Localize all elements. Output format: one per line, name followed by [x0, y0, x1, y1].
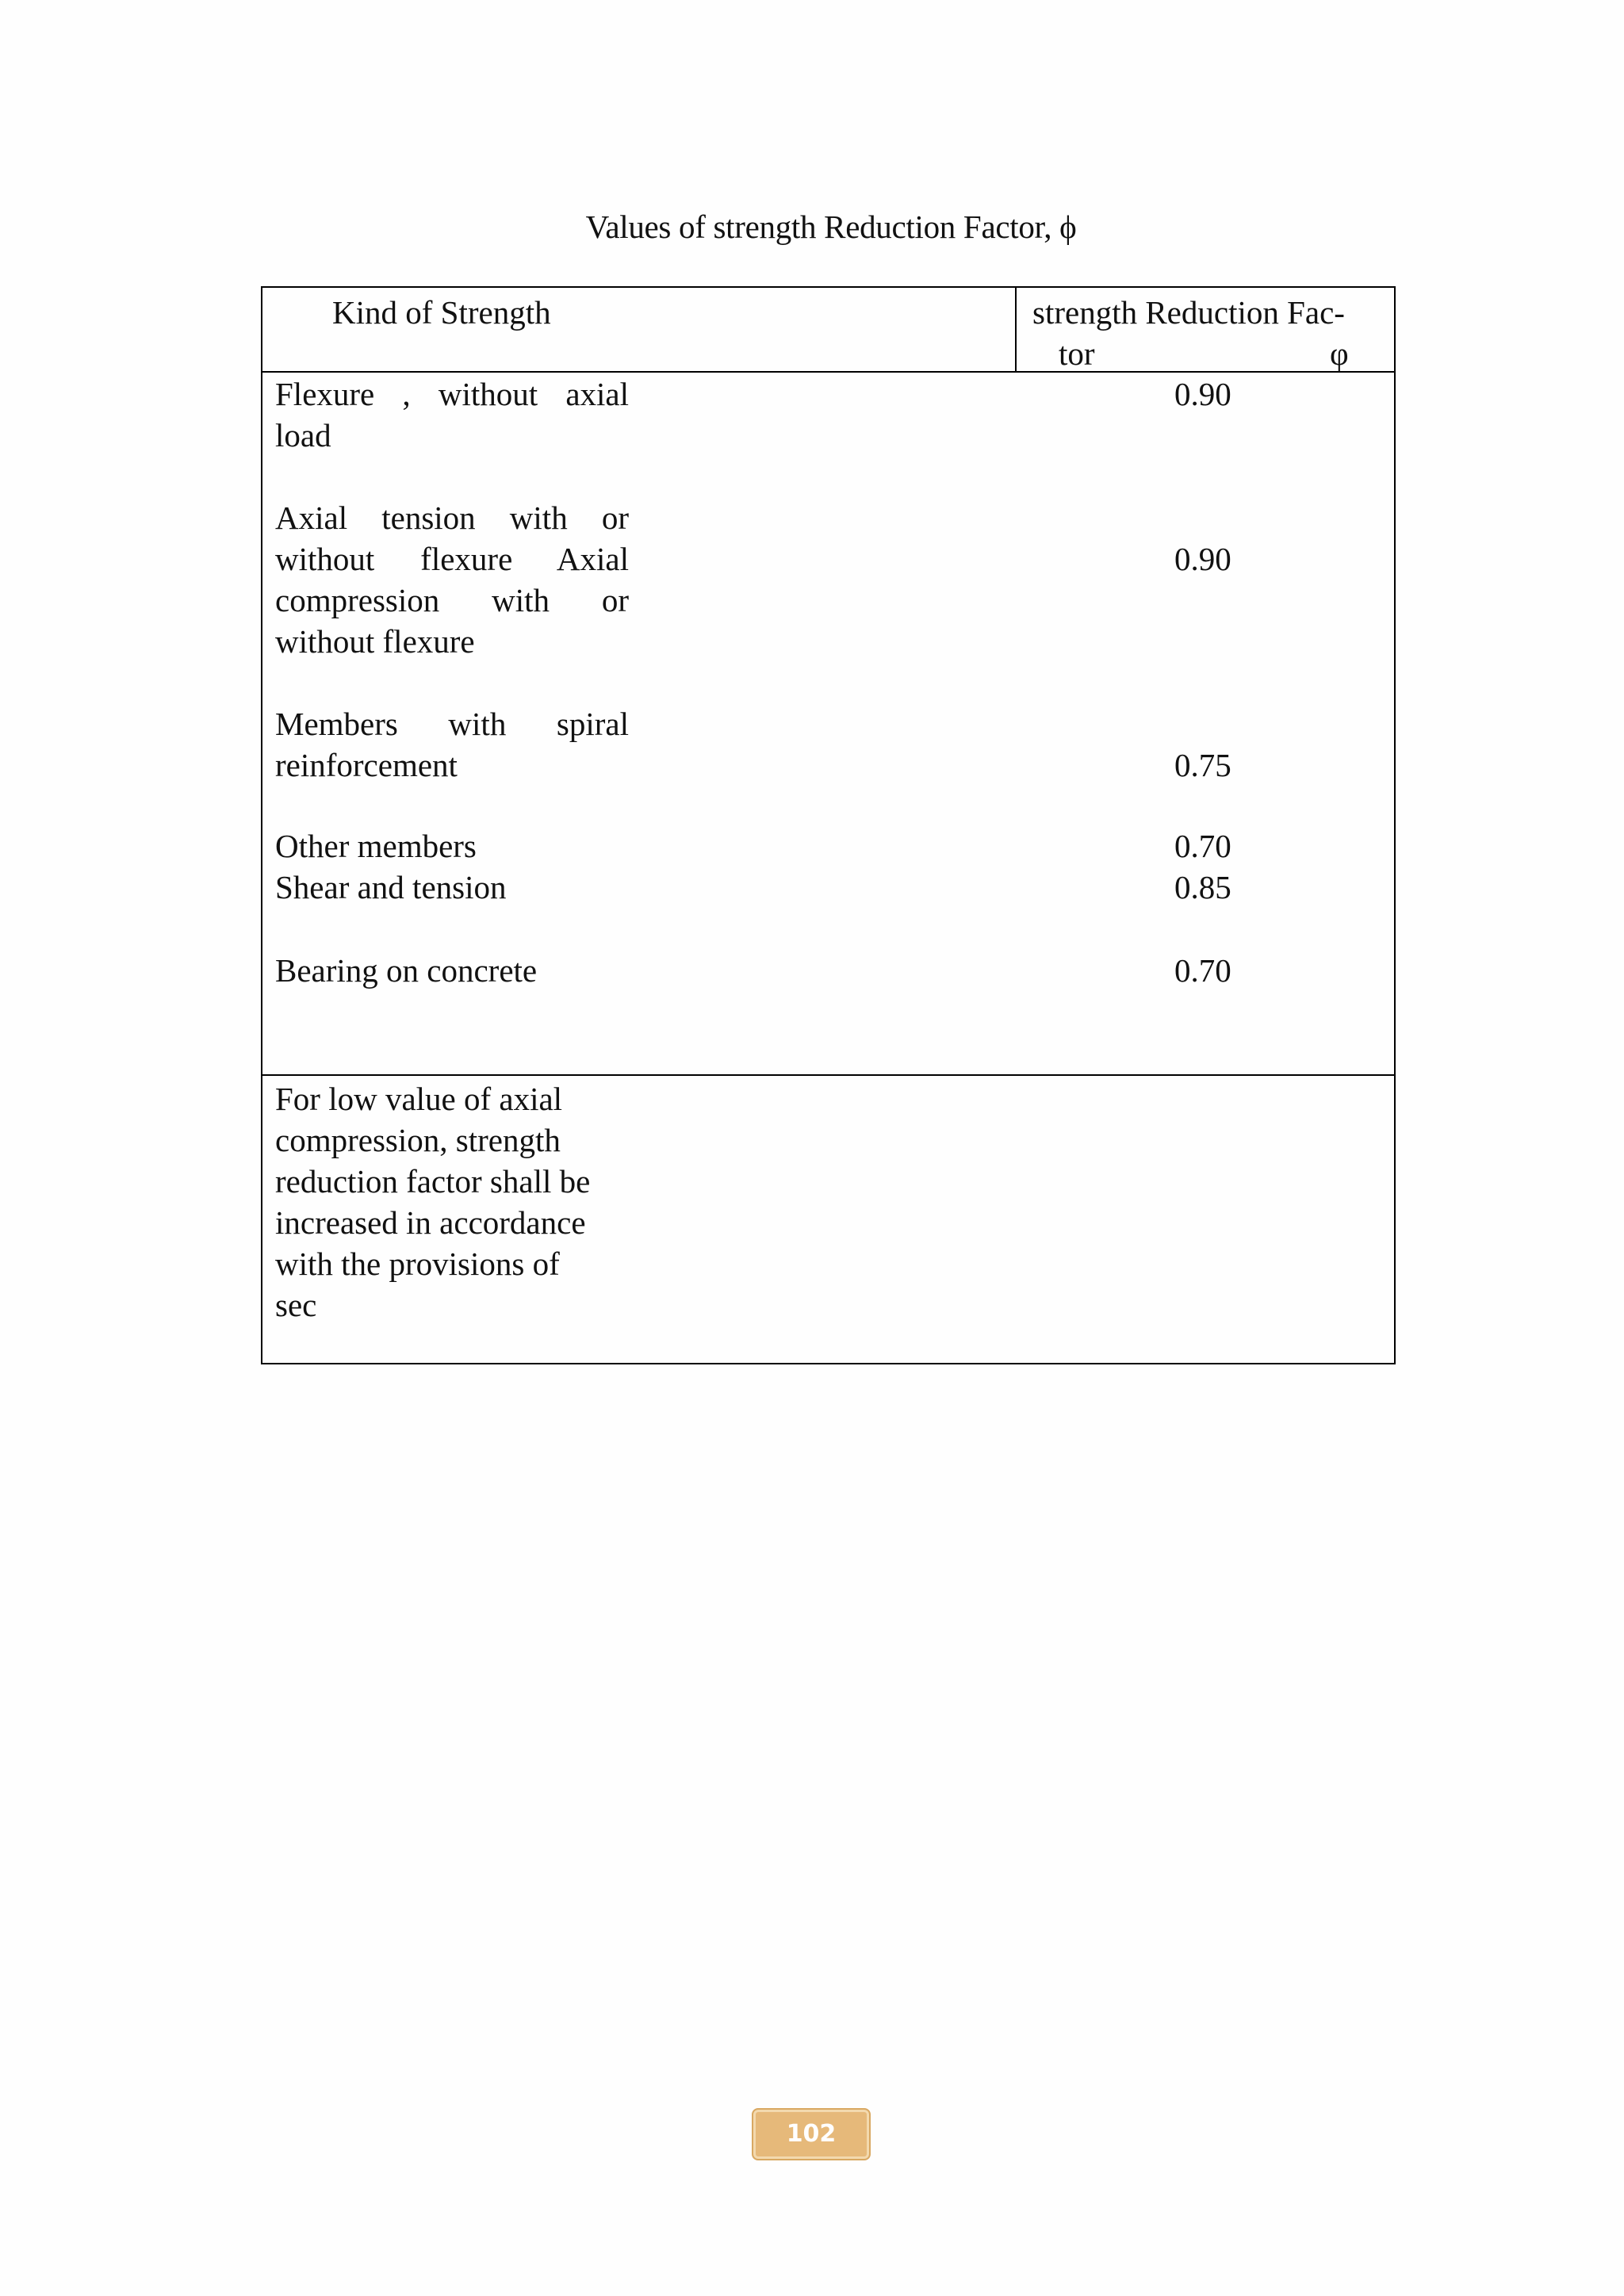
row-bearing-value: 0.70	[1174, 952, 1231, 989]
row-other-members-label: Other members	[275, 828, 477, 864]
footnote-line6: sec	[275, 1287, 317, 1323]
footnote-line5: with the provisions of	[275, 1246, 560, 1282]
footnote-divider	[262, 1074, 1394, 1076]
row-spiral-label-line1: Members with spiral	[275, 706, 629, 742]
row-flexure-value: 0.90	[1174, 376, 1231, 412]
header-reduction-factor-line1: strength Reduction Fac-	[1032, 294, 1345, 331]
footnote-line4: increased in accordance	[275, 1204, 586, 1241]
header-reduction-factor-line2: tor	[1059, 335, 1095, 372]
page-title: Values of strength Reduction Factor, ϕ	[585, 209, 1077, 245]
row-axial-label-line3: compression with or	[275, 582, 629, 618]
row-axial-label-line1: Axial tension with or	[275, 499, 629, 536]
row-flexure-label-line1: Flexure , without axial	[275, 376, 629, 412]
strength-reduction-table	[261, 286, 1396, 1364]
header-phi-symbol: φ	[1330, 335, 1349, 372]
row-spiral-value: 0.75	[1174, 747, 1231, 783]
row-bearing-label: Bearing on concrete	[275, 952, 538, 989]
header-divider	[262, 371, 1394, 373]
header-kind-of-strength: Kind of Strength	[332, 294, 551, 331]
footnote-line1: For low value of axial	[275, 1081, 563, 1117]
header-column-divider	[1015, 288, 1017, 371]
row-flexure-label-line2: load	[275, 417, 331, 453]
row-axial-label-line4: without flexure	[275, 623, 475, 660]
row-axial-value: 0.90	[1174, 541, 1231, 577]
page-number-badge: 102	[752, 2108, 871, 2160]
footnote-line3: reduction factor shall be	[275, 1163, 591, 1200]
row-shear-value: 0.85	[1174, 869, 1231, 905]
footnote-line2: compression, strength	[275, 1122, 561, 1158]
row-axial-label-line2: without flexure Axial	[275, 541, 629, 577]
row-other-members-value: 0.70	[1174, 828, 1231, 864]
row-spiral-label-line2: reinforcement	[275, 747, 458, 783]
row-shear-label: Shear and tension	[275, 869, 507, 905]
